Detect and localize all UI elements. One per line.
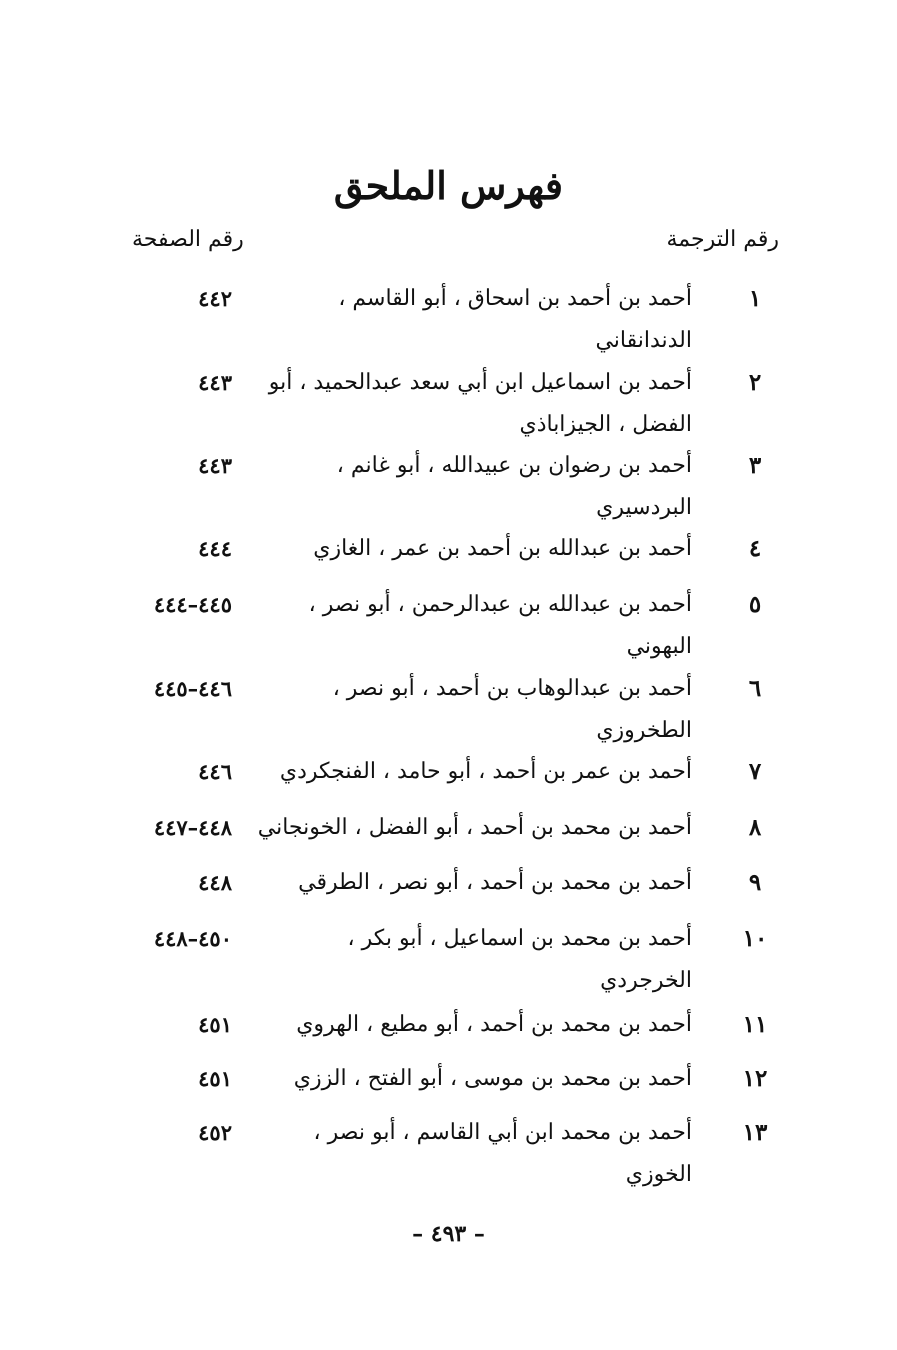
entry-page: ٤٤٣ — [198, 453, 232, 478]
entry-number-header: رقم الترجمة — [666, 227, 779, 252]
entry-name: أحمد بن محمد بن موسى ، أبو الفتح ، الززي — [293, 1066, 692, 1091]
page-number-footer: – ٤٩٣ – — [412, 1221, 485, 1247]
entry-page: ٤٤٢ — [198, 286, 232, 311]
index-entry — [0, 670, 897, 743]
entry-name: أحمد بن محمد بن أحمد ، أبو مطيع ، الهروي — [296, 1012, 692, 1037]
index-entry — [0, 364, 897, 437]
entry-number: ٩ — [748, 869, 762, 896]
entry-number: ١٠ — [742, 925, 768, 952]
index-entry — [0, 530, 897, 586]
index-entry — [0, 586, 897, 659]
entry-page: ٤٤٦ — [198, 759, 232, 784]
entry-number: ٧ — [748, 758, 762, 785]
index-entry — [0, 1114, 897, 1187]
entry-page: ٤٤٨–٤٤٧ — [153, 815, 232, 840]
entry-name-continued: الخرجردي — [600, 968, 692, 993]
entry-page: ٤٤٤ — [198, 536, 232, 561]
entry-name: أحمد بن أحمد بن اسحاق ، أبو القاسم ، — [338, 286, 692, 311]
entry-name: أحمد بن محمد بن اسماعيل ، أبو بكر ، — [347, 926, 692, 951]
entry-page: ٤٥١ — [198, 1012, 232, 1037]
entry-number: ١٣ — [742, 1119, 768, 1146]
entry-page: ٤٤٣ — [198, 370, 232, 395]
entry-name-continued: البهوني — [626, 634, 692, 659]
entry-number: ٢ — [748, 369, 762, 396]
entry-name: أحمد بن محمد ابن أبي القاسم ، أبو نصر ، — [313, 1120, 692, 1145]
entry-number: ٥ — [748, 591, 762, 618]
entry-name: أحمد بن اسماعيل ابن أبي سعد عبدالحميد ، أبو — [268, 370, 692, 395]
entry-page: ٤٤٦–٤٤٥ — [153, 676, 232, 701]
entry-name: أحمد بن عبدالله بن عبدالرحمن ، أبو نصر ، — [308, 592, 692, 617]
entry-page: ٤٥١ — [198, 1066, 232, 1091]
entry-name: أحمد بن عبدالوهاب بن أحمد ، أبو نصر ، — [332, 676, 692, 701]
index-entry — [0, 1006, 897, 1062]
entry-name-continued: الطخروزي — [596, 718, 692, 743]
entry-page: ٤٤٥–٤٤٤ — [153, 592, 232, 617]
entry-number: ١١ — [742, 1011, 768, 1038]
entry-page: ٤٥٢ — [198, 1120, 232, 1145]
entry-name: أحمد بن رضوان بن عبيدالله ، أبو غانم ، — [336, 453, 692, 478]
entry-name-continued: البردسيري — [596, 495, 692, 520]
index-entry — [0, 447, 897, 520]
page-title: فهرس الملحق — [333, 163, 564, 208]
index-entry — [0, 1060, 897, 1116]
entry-name-continued: الخوزي — [625, 1162, 692, 1187]
entry-name-continued: الفضل ، الجيزاباذي — [519, 412, 692, 437]
entry-name: أحمد بن عمر بن أحمد ، أبو حامد ، الفنجكردي — [279, 759, 692, 784]
entry-name: أحمد بن عبدالله بن أحمد بن عمر ، الغازي — [313, 536, 692, 561]
entry-number: ٨ — [748, 814, 762, 841]
entry-number: ٣ — [748, 452, 762, 479]
entry-name: أحمد بن محمد بن أحمد ، أبو نصر ، الطرقي — [298, 870, 692, 895]
entry-number: ١٢ — [742, 1065, 768, 1092]
entry-number: ٦ — [748, 675, 762, 702]
index-entry — [0, 864, 897, 920]
index-entry — [0, 280, 897, 353]
entry-name-continued: الدندانقاني — [595, 328, 692, 353]
page-number-header: رقم الصفحة — [132, 227, 244, 252]
index-entry — [0, 753, 897, 809]
entry-page: ٤٤٨ — [198, 870, 232, 895]
entry-page: ٤٥٠–٤٤٨ — [153, 926, 232, 951]
index-entry — [0, 920, 897, 993]
index-entry — [0, 809, 897, 865]
entry-number: ٤ — [748, 535, 762, 562]
entry-name: أحمد بن محمد بن أحمد ، أبو الفضل ، الخونجاني — [257, 815, 692, 840]
entry-number: ١ — [748, 285, 762, 312]
